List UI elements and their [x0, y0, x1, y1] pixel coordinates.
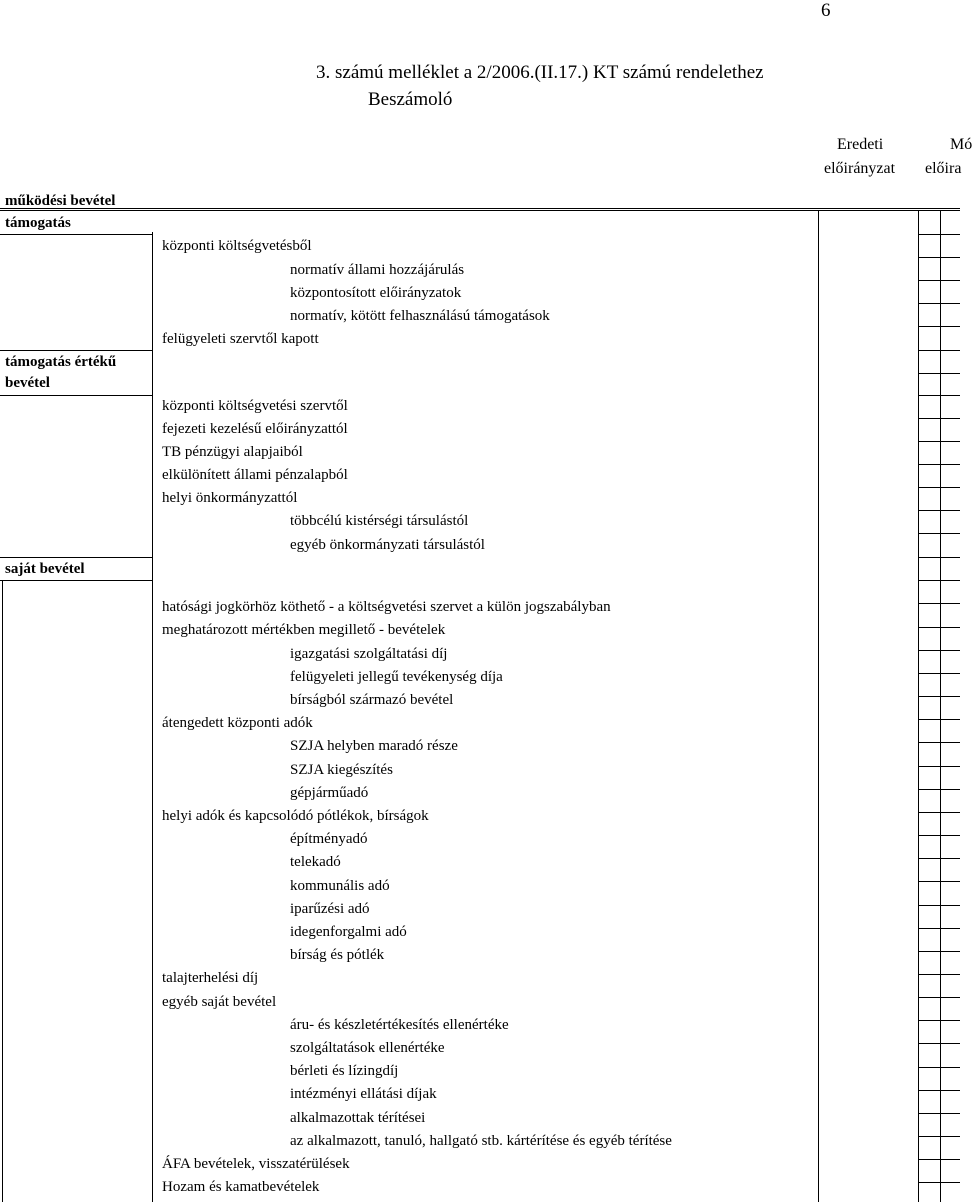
table-left-border: [2, 580, 3, 1202]
row-separator: [918, 673, 960, 674]
row-separator: [918, 812, 960, 813]
row-elkulonitett: elkülönített állami pénzalapból: [162, 467, 348, 483]
row-separator: [918, 997, 960, 998]
row-separator: [918, 533, 960, 534]
row-kozponti-koltsegvetesi-szervtol: központi költségvetési szervtől: [162, 398, 348, 414]
row-normativ-kotott: normatív, kötött felhasználású támogatások: [290, 308, 550, 324]
row-helyi-adok: helyi adók és kapcsolódó pótlékok, bírságok: [162, 808, 429, 824]
section-rule-tamogatas-erteku-end: [0, 395, 152, 396]
row-felugyeleti-szervtol: felügyeleti szervtől kapott: [162, 331, 319, 347]
section-rule-tamogatas-erteku: [0, 350, 152, 351]
table-divider-right: [940, 210, 941, 1202]
row-separator: [918, 1182, 960, 1183]
row-gepjarmuado: gépjárműadó: [290, 785, 369, 801]
page-title: 3. számú melléklet a 2/2006.(II.17.) KT számú rendelethez: [316, 62, 764, 83]
row-separator: [918, 1159, 960, 1160]
row-atengedett-kozponti: átengedett központi adók: [162, 715, 313, 731]
row-szja-helyben: SZJA helyben maradó része: [290, 738, 458, 754]
row-separator: [918, 441, 960, 442]
row-tobbcelu-kistersegi: többcélú kistérségi társulástól: [290, 513, 469, 529]
row-separator: [918, 418, 960, 419]
row-kommunalis-ado: kommunális adó: [290, 878, 390, 894]
row-separator: [918, 696, 960, 697]
table-divider-eredeti: [818, 210, 819, 1202]
row-separator: [918, 1136, 960, 1137]
column-header-modositott: Mó: [950, 136, 972, 153]
row-egyeb-onkormanyzati: egyéb önkormányzati társulástól: [290, 537, 485, 553]
row-egyeb-sajat-bevetel: egyéb saját bevétel: [162, 994, 277, 1010]
row-separator: [918, 1067, 960, 1068]
row-separator: [918, 510, 960, 511]
row-separator: [918, 858, 960, 859]
row-separator: [918, 1043, 960, 1044]
row-separator: [918, 627, 960, 628]
section-mukodesi-bevetel: működési bevétel: [5, 193, 116, 209]
row-kozponti-koltsegvetesbol: központi költségvetésből: [162, 238, 312, 254]
row-kozpontositott: központosított előirányzatok: [290, 285, 462, 301]
row-separator: [918, 603, 960, 604]
row-hatosagi-jogkor-2: meghatározott mértékben megillető - bevételek: [162, 622, 446, 638]
row-separator: [918, 1090, 960, 1091]
row-talajterhelesi-dij: talajterhelési díj: [162, 970, 259, 986]
row-karterites: az alkalmazott, tanuló, hallgató stb. kártérítése és egyéb térítése: [290, 1133, 672, 1149]
row-separator: [918, 373, 960, 374]
column-header-eloirányzat: előirányzat: [824, 160, 896, 177]
row-szja-kiegeszites: SZJA kiegészítés: [290, 762, 393, 778]
section-rule-sajat-end: [0, 580, 152, 581]
row-helyi-onkormanyzattol: helyi önkormányzattól: [162, 490, 298, 506]
row-separator: [918, 974, 960, 975]
row-igazgatasi-szolgaltatasi: igazgatási szolgáltatási díj: [290, 646, 448, 662]
row-hatosagi-jogkor: hatósági jogkörhöz köthető - a költségvetési szervet a külön jogszabályban: [162, 599, 611, 615]
row-separator: [918, 789, 960, 790]
row-separator: [918, 580, 960, 581]
row-birsag-es-potlek: bírság és pótlék: [290, 947, 385, 963]
row-szolgaltatasok: szolgáltatások ellenértéke: [290, 1040, 445, 1056]
row-alkalmazottak-teritesei: alkalmazottak térítései: [290, 1110, 426, 1126]
table-left-column-divider: [152, 232, 153, 1202]
row-separator: [918, 1020, 960, 1021]
section-tamogatas: támogatás: [5, 215, 71, 231]
row-separator: [918, 557, 960, 558]
row-separator: [918, 487, 960, 488]
row-separator: [918, 905, 960, 906]
section-tamogatas-erteku: támogatás értékű: [5, 354, 117, 370]
row-normativ-allami: normatív állami hozzájárulás: [290, 262, 465, 278]
column-header-eredeti: Eredeti: [837, 136, 884, 153]
section-rule-tamogatas: [0, 234, 152, 235]
page-subtitle: Beszámoló: [368, 89, 453, 110]
row-tb-penzugyi: TB pénzügyi alapjaiból: [162, 444, 303, 460]
row-separator: [918, 257, 960, 258]
row-felugyeleti-jellegu: felügyeleti jellegű tevékenység díja: [290, 669, 503, 685]
row-separator: [918, 303, 960, 304]
row-separator: [918, 928, 960, 929]
row-epitmenyado: építményadó: [290, 831, 368, 847]
row-separator: [918, 835, 960, 836]
row-iparuzesi-ado: iparűzési adó: [290, 901, 370, 917]
row-separator: [918, 650, 960, 651]
row-separator: [918, 742, 960, 743]
row-separator: [918, 280, 960, 281]
section-sajat-bevetel: saját bevétel: [5, 561, 85, 577]
row-separator: [918, 719, 960, 720]
section-tamogatas-erteku-2: bevétel: [5, 375, 50, 391]
row-separator: [918, 951, 960, 952]
row-intezmenyi-ellatasi: intézményi ellátási díjak: [290, 1086, 437, 1102]
section-rule-sajat: [0, 557, 152, 558]
row-idegenforgalmi-ado: idegenforgalmi adó: [290, 924, 407, 940]
row-berleti-es-lizingdij: bérleti és lízingdíj: [290, 1063, 399, 1079]
row-separator: [918, 326, 960, 327]
table-top-rule: [0, 208, 960, 209]
row-birsagbol: bírságból származó bevétel: [290, 692, 454, 708]
column-header-modositott-eloirányzat: előira: [925, 160, 962, 177]
row-separator: [918, 1113, 960, 1114]
row-separator: [918, 881, 960, 882]
row-separator: [918, 464, 960, 465]
table-top-rule-double: [0, 210, 960, 211]
row-afa-bevetelek: ÁFA bevételek, visszatérülések: [162, 1156, 350, 1172]
row-hozam-es-kamat: Hozam és kamatbevételek: [162, 1179, 320, 1195]
page-number: 6: [821, 0, 831, 21]
row-separator: [918, 766, 960, 767]
row-separator: [918, 350, 960, 351]
row-separator: [918, 395, 960, 396]
row-aru-es-keszlet: áru- és készletértékesítés ellenértéke: [290, 1017, 509, 1033]
row-telekado: telekadó: [290, 854, 341, 870]
row-separator: [918, 234, 960, 235]
row-fejezeti-kezelesu: fejezeti kezelésű előirányzattól: [162, 421, 348, 437]
table-divider-modositott: [918, 210, 919, 1202]
